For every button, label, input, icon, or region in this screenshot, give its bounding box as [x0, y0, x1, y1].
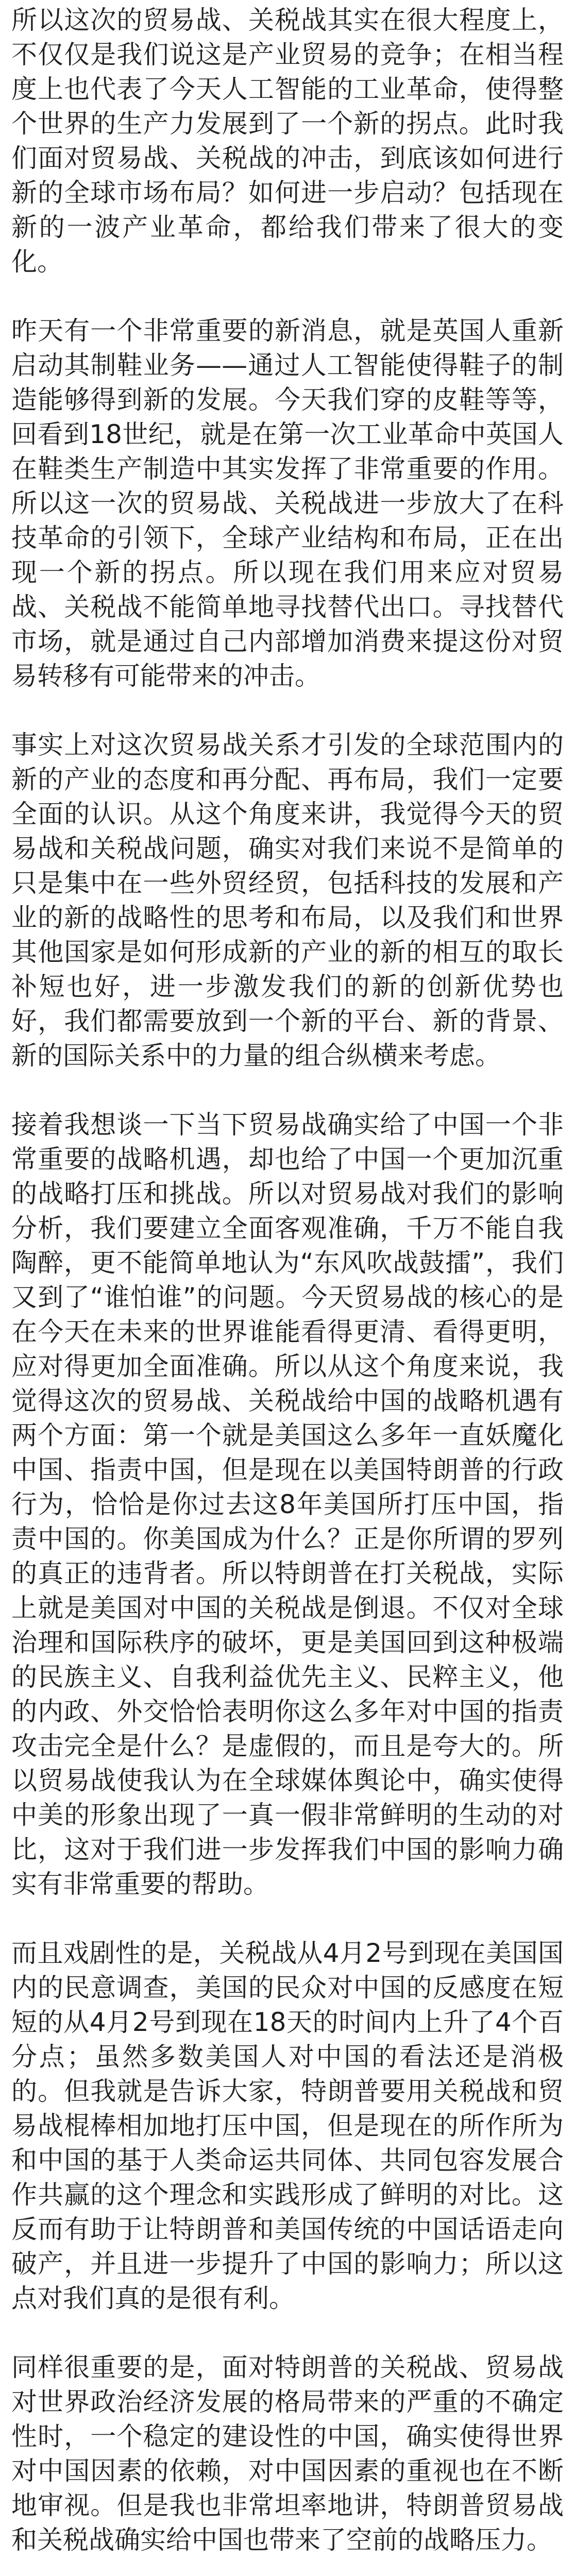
paragraph-spacer: [11, 693, 564, 728]
paragraph-spacer: [11, 1073, 564, 1108]
paragraph-5: 而且戏剧性的是，关税战从4月2号到现在美国国内的民意调查，美国的民众对中国的反感度在短短的从4月2号到现在18天的时间内上升了4个百分点；虽然多数美国人对中国的看法还是消极的。但我就是告诉大家，特朗普要用关税战和贸易战棍棒相加地打压中国，但是现在的所作所为和中国的基于人类命运共同体、共同包容发展合作共赢的这个理念和实践形成了鲜明的对比。这反而有助于让特朗普和美国传统的中国话语走向破产，并且进一步提升了中国的影响力；所以这点对我们真的是很有利。: [11, 1938, 564, 2313]
paragraph-3: 事实上对这次贸易战关系才引发的全球范围内的新的产业的态度和再分配、再布局，我们一定要全面的认识。从这个角度来讲，我觉得今天的贸易战和关税战问题，确实对我们来说不是简单的只是集中在一些外贸经贸，包括科技的发展和产业的新的战略性的思考和布局，以及我们和世界其他国家是如何形成新的产业的新的相互的取长补短也好，进一步激发我们的新的创新优势也好，我们都需要放到一个新的平台、新的背景、新的国际关系中的力量的组合纵横来考虑。: [11, 730, 564, 1071]
paragraph-spacer: [11, 2316, 564, 2350]
paragraph-2: 昨天有一个非常重要的新消息，就是英国人重新启动其制鞋业务——通过人工智能使得鞋子的制造能够得到新的发展。今天我们穿的皮鞋等等，回看到18世纪，就是在第一次工业革命中英国人在鞋类生产制造中其实发挥了非常重要的作用。所以这一次的贸易战、关税战进一步放大了在科技革命的引领下，全球产业结构和布局，正在出现一个新的拐点。所以现在我们用来应对贸易战、关税战不能简单地寻找替代出口。寻找替代市场，就是通过自己内部增加消费来提这份对贸易转移有可能带来的冲击。: [11, 316, 564, 691]
paragraph-spacer: [11, 279, 564, 314]
paragraph-spacer: [11, 2557, 564, 2576]
paragraph-6: 同样很重要的是，面对特朗普的关税战、贸易战对世界政治经济发展的格局带来的严重的不确定性时，一个稳定的建设性的中国，确实使得世界对中国因素的依赖，对中国因素的重视也在不断地审视。但是我也非常坦率地讲，特朗普贸易战和关税战确实给中国也带来了空前的战略压力。: [11, 2352, 564, 2555]
paragraph-spacer: [11, 1902, 564, 1936]
article-body: [11, 3, 564, 2576]
paragraph-4: 接着我想谈一下当下贸易战确实给了中国一个非常重要的战略机遇，却也给了中国一个更加沉重的战略打压和挑战。所以对贸易战对我们的影响分析，我们要建立全面客观准确，千万不能自我陶醉，更不能简单地认为“东风吹战鼓擂”，我们又到了“谁怕谁”的问题。今天贸易战的核心的是在今天在未来的世界谁能看得更清、看得更明，应对得更加全面准确。所以从这个角度来说，我觉得这次的贸易战、关税战给中国的战略机遇有两个方面：第一个就是美国这么多年一直妖魔化中国、指责中国，但是现在以美国特朗普的行政行为，恰恰是你过去这8年美国所打压中国，指责中国的。你美国成为什么？正是你所谓的罗列的真正的违背者。所以特朗普在打关税战，实际上就是美国对中国的关税战是倒退。不仅对全球治理和国际秩序的破坏，更是美国回到这种极端的民族主义、自我利益优先主义、民粹主义，他的内政、外交恰恰表明你这么多年对中国的指责攻击完全是什么？是虚假的，而且是夸大的。所以贸易战使我认为在全球媒体舆论中，确实使得中美的形象出现了一真一假非常鲜明的生动的对比，这对于我们进一步发挥我们中国的影响力确实有非常重要的帮助。: [11, 1110, 564, 1899]
paragraph-1: 所以这次的贸易战、关税战其实在很大程度上，不仅仅是我们说这是产业贸易的竞争；在相当程度上也代表了今天人工智能的工业革命，使得整个世界的生产力发展到了一个新的拐点。此时我们面对贸易战、关税战的冲击，到底该如何进行新的全球市场布局？如何进一步启动？包括现在新的一波产业革命，都给我们带来了很大的变化。: [11, 5, 564, 277]
